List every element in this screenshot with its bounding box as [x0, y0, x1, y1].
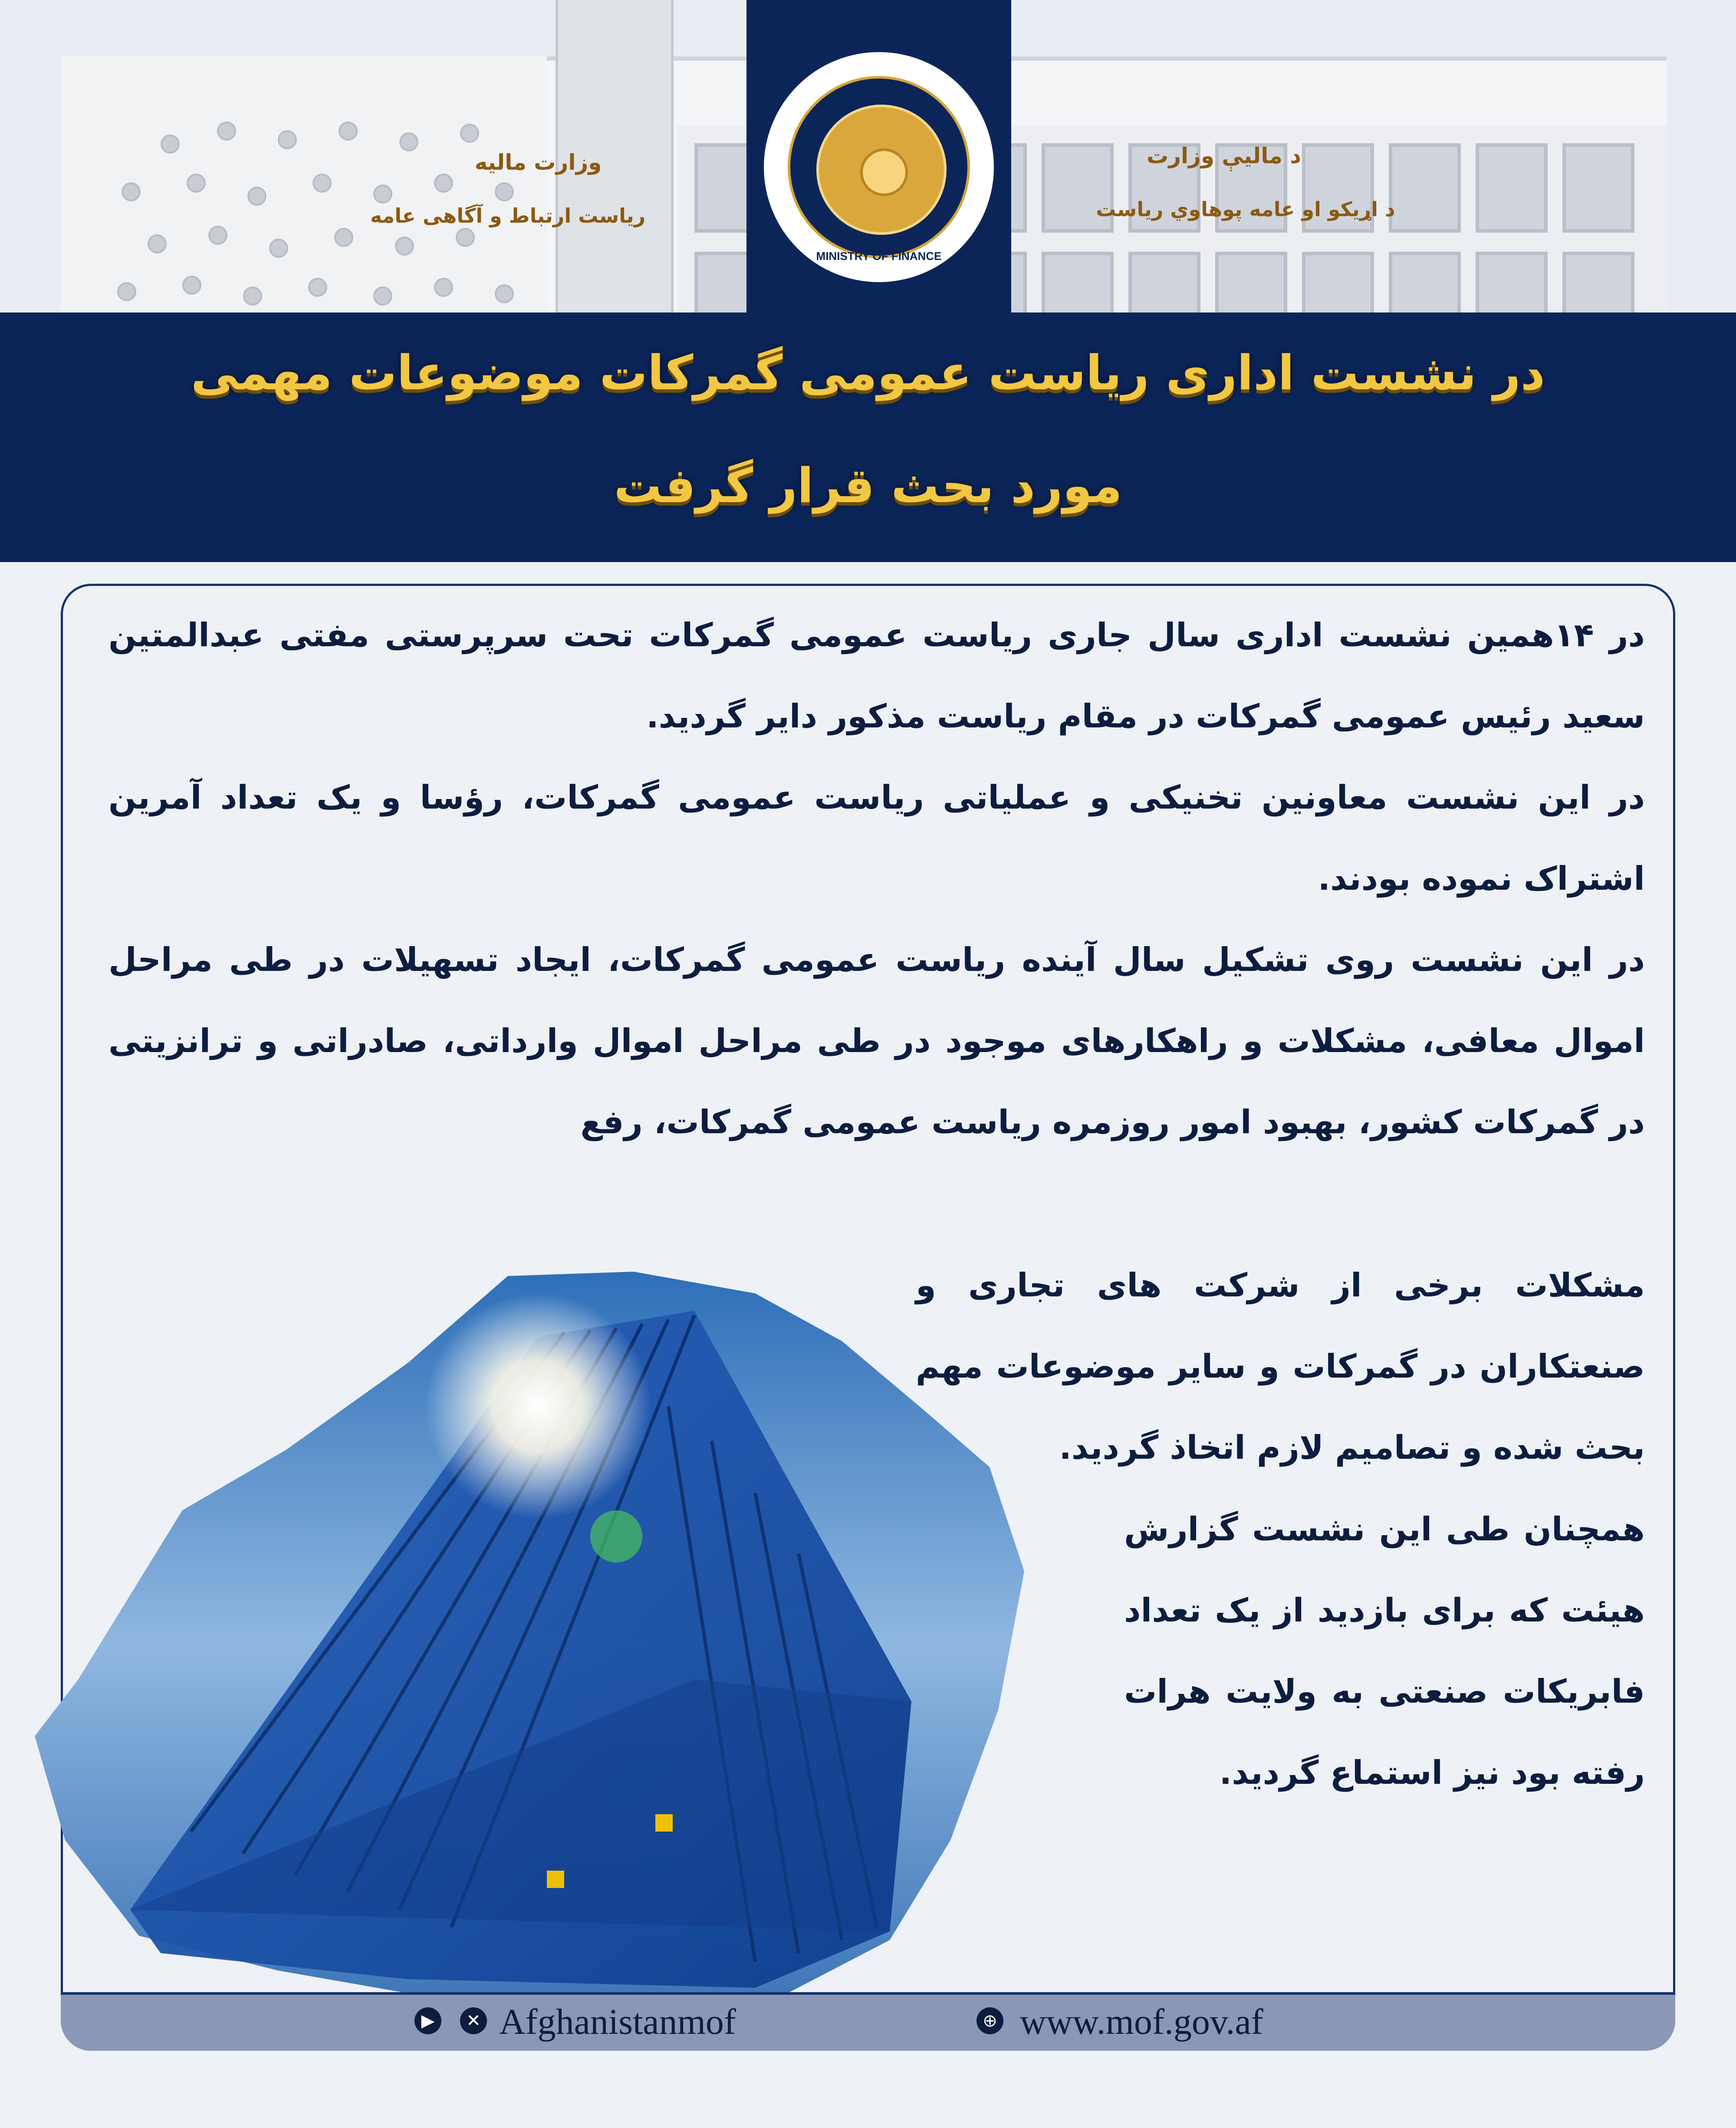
website-link[interactable]: www.mof.gov.af	[1020, 2002, 1263, 2042]
footer-bar	[61, 1992, 1675, 2051]
paragraph-2: در این نشست معاونین تخنیکی و عملیاتی ریاست عمومی گمرکات، رؤسا و یک تعداد آمرین اشتراک نموده بودند.	[108, 778, 1645, 898]
paragraph-5: همچنان طی این نشست گزارش هیئت که برای بازدید از یک تعداد فابریکات صنعتی به ولایت هرات رفته بود نیز استماع گردید.	[1124, 1510, 1645, 1792]
logo-ring	[788, 76, 970, 258]
building-left-wall	[61, 56, 547, 312]
footer-divider	[61, 1992, 1675, 1995]
x-icon[interactable]: ✕	[460, 2007, 487, 2034]
globe-icon: ⊕	[976, 2007, 1003, 2034]
header-right-title: د مالیې وزارت	[1146, 143, 1301, 168]
paragraph-4: مشکلات برخی از شرکت های تجاری و صنعتکاران در گمرکات و سایر موضوعات مهم بحث شده و تصامیم لازم اتخاذ گردید.	[916, 1266, 1645, 1467]
headline-line-2: مورد بحث قرار گرفت	[614, 458, 1122, 513]
coin-icon	[860, 148, 908, 196]
header-left-title: وزارت مالیه	[474, 150, 602, 175]
logo-caption: MINISTRY OF FINANCE	[816, 250, 942, 263]
paragraph-3: در این نشست روی تشکیل سال آینده ریاست عمومی گمرکات، ایجاد تسهیلات در طی مراحل اموال معافی، مشکلات و راهکارهای موجود در طی مراحل اموال وارداتی، صادراتی و ترانزیتی در گمرکات کشور، بهبود امور روزمره ریاست عمومی گمرکات، رفع	[108, 941, 1645, 1141]
social-handle-link[interactable]: Afghanistanmof	[499, 2002, 736, 2042]
header-right-subtitle: د اړیکو او عامه پوهاوي ریاست	[1096, 197, 1395, 221]
youtube-icon[interactable]: ▶	[414, 2007, 441, 2034]
ministry-logo	[764, 52, 994, 282]
headline-line-1: در نشست اداری ریاست عمومی گمرکات موضوعات مهمی	[191, 345, 1545, 401]
header-left-subtitle: ریاست ارتباط و آگاهی عامه	[370, 204, 646, 227]
logo-emblem	[816, 105, 947, 235]
header-banner	[0, 0, 1736, 312]
paragraph-1: در ۱۴همین نشست اداری سال جاری ریاست عمومی گمرکات تحت سرپرستی مفتی عبدالمتین سعید رئیس عمومی گمرکات در مقام ریاست مذکور دایر گردید.	[108, 616, 1645, 735]
